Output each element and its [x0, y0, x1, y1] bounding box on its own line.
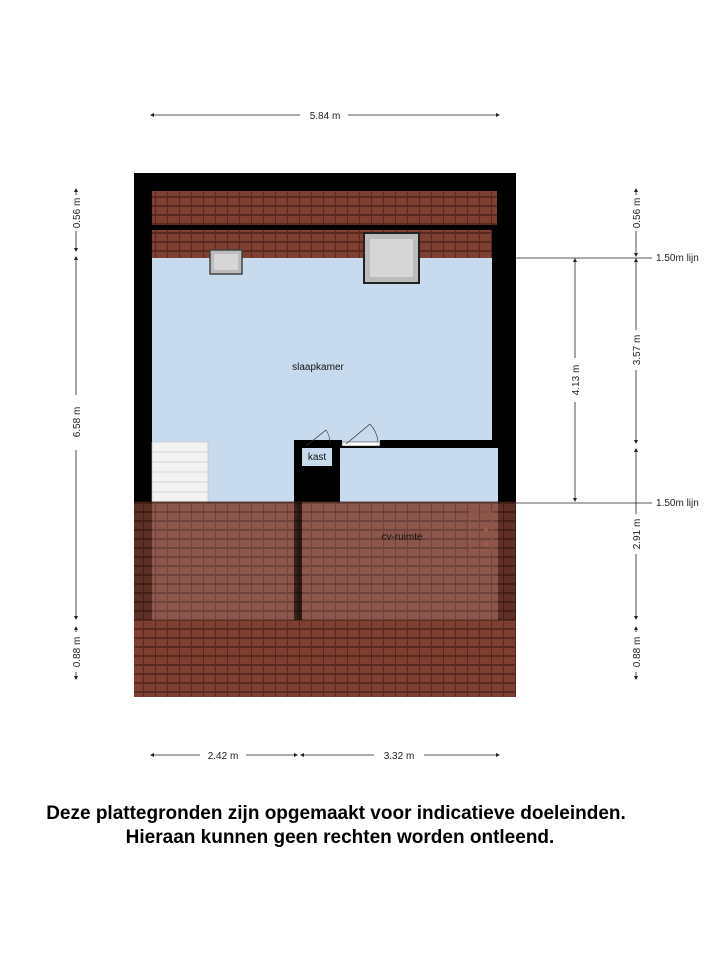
height-line-upper [516, 253, 699, 264]
dimension-label: 2.42 m [207, 751, 239, 762]
dimension-label: 0.56 m [632, 197, 643, 229]
dimension-label: 0.88 m [632, 636, 643, 668]
dimension-label: 6.58 m [72, 406, 83, 438]
dimension-top-width [152, 111, 498, 122]
room-label-closet: kast [307, 452, 327, 463]
height-line-lower [516, 498, 699, 509]
dimension-label: 3.57 m [632, 334, 643, 366]
room-label-boiler-room: cv-ruimte [381, 532, 423, 543]
disclaimer-line-1: Deze plattegronden zijn opgemaakt voor indicatieve doeleinden. [46, 803, 626, 824]
dimension-label: 2.91 m [632, 518, 643, 550]
dimension-label: 5.84 m [309, 111, 341, 122]
room-label-bedroom: slaapkamer [292, 362, 344, 373]
dimension-inner-height [569, 260, 582, 500]
dimension-bottom [152, 751, 498, 762]
dimension-left [70, 190, 83, 678]
roof-lower [134, 502, 516, 697]
stairs [152, 442, 208, 502]
height-line-label: 1.50m lijn [656, 498, 699, 509]
disclaimer-line-2: Hieraan kunnen geen rechten worden ontleend. [125, 827, 555, 848]
dimension-label: 0.88 m [72, 636, 83, 668]
dimension-right [630, 190, 643, 678]
dimension-label: 0.56 m [72, 197, 83, 229]
height-line-label: 1.50m lijn [656, 253, 699, 264]
dimension-label: 4.13 m [571, 364, 582, 396]
skylight-large [364, 233, 419, 283]
dimension-label: 3.32 m [383, 751, 415, 762]
skylight-small [210, 250, 242, 274]
